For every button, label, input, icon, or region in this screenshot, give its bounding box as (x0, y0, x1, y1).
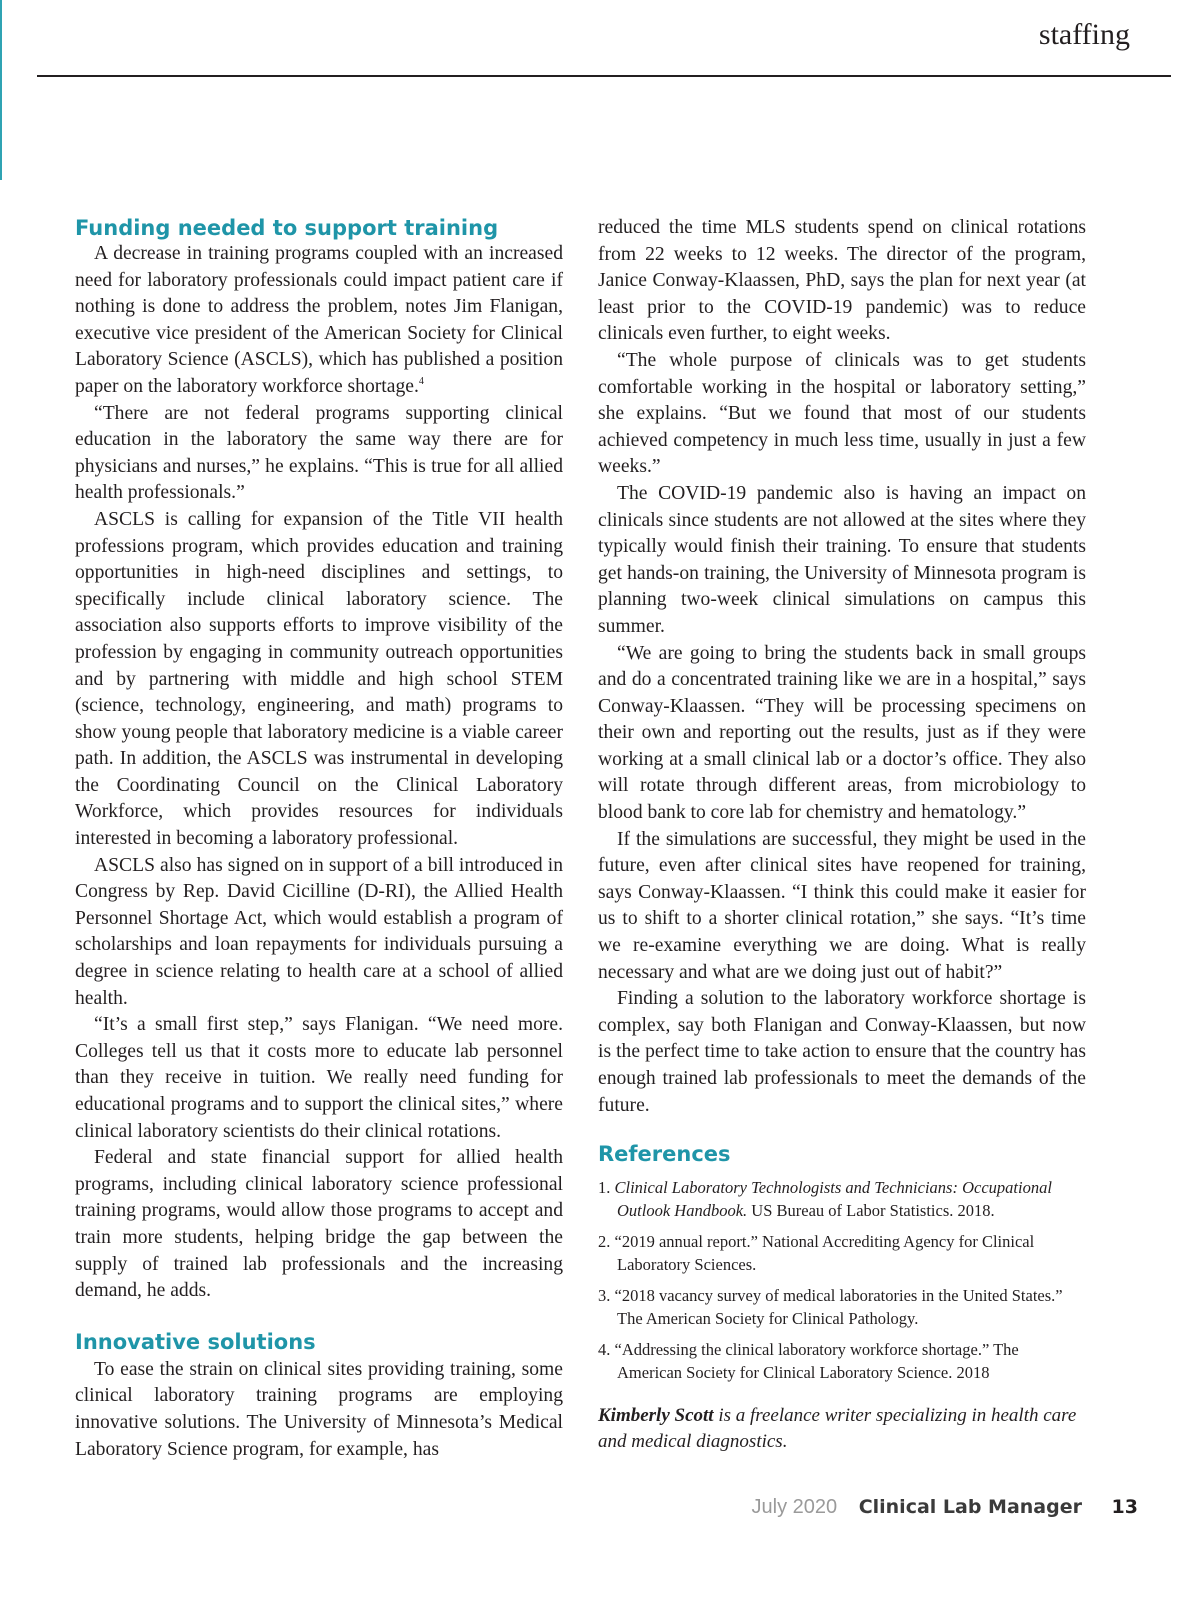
citation-superscript[interactable]: 4 (418, 375, 424, 387)
paragraph-text: A decrease in training programs coupled with an increased need for laboratory professionals could impact patient care if nothing is done to address the problem, notes Jim Flanigan, executive vice president of the American Society for Clinical Laboratory Science (ASCLS), which has published a position paper on the laboratory workforce shortage. (75, 243, 563, 397)
reference-item (598, 1285, 1086, 1330)
references-list (598, 1177, 1086, 1384)
paragraph: Finding a solution to the laboratory workforce shortage is complex, say both Flanigan and Conway-Klaassen, but now is the perfect time to take action to ensure that the country has enough trained lab professionals to meet the demands of the future. (598, 988, 1086, 1116)
left-column (75, 215, 563, 1463)
paragraph: “The whole purpose of clinicals was to get students comfortable working in the hospital or laboratory setting,” she explains. “But we found that most of our students achieved competency in much less time, usually in just a few weeks.” (598, 349, 1086, 478)
paragraph: ASCLS is calling for expansion of the Title VII health professions program, which provides education and training opportunities in high-need disciplines and settings, to specifically include clinical laboratory science. The association also supports efforts to improve visibility of the profession by engaging in community outreach opportunities and by partnering with middle and high school STEM (science, technology, engineering, and math) programs to show young people that laboratory medicine is a viable career path. In addition, the ASCLS was instrumental in developing the Coordinating Council on the Clinical Laboratory Workforce, which provides resources for individuals interested in becoming a laboratory professional. (75, 508, 563, 850)
author-description: is a freelance writer specializing in health care and medical diagnostics. (598, 1405, 1077, 1453)
paragraph: ASCLS also has signed on in support of a bill introduced in Congress by Rep. David Cicilline (D-RI), the Allied Health Personnel Shortage Act, which would establish a program of scholarships and loan repayments for individuals pursuing a degree in science relating to health care at a school of allied health. (75, 854, 563, 1009)
page-footer (752, 1496, 1139, 1519)
reference-text: US Bureau of Labor Statistics. 2018. (747, 1200, 995, 1220)
paragraph: “There are not federal programs supporting clinical education in the laboratory the same way there are for physicians and nurses,” he explains. “This is true for all allied health professionals.” (75, 402, 563, 504)
paragraph: “It’s a small first step,” says Flanigan. “We need more. Colleges tell us that it costs more to educate lab personnel than they receive in tuition. We really need funding for educational programs and to support the clinical sites,” where clinical laboratory scientists do their clinical rotations. (75, 1014, 563, 1142)
reference-number: 4. (598, 1340, 615, 1360)
page-number: 13 (1111, 1496, 1138, 1518)
reference-number: 2. (598, 1232, 615, 1252)
paragraph: The COVID-19 pandemic also is having an impact on clinicals since students are not allowed at the sites where they typically would finish their training. To ensure that students get hands-on training, the University of Minnesota program is planning two-week clinical simulations on campus this summer. (598, 482, 1086, 637)
paragraph: reduced the time MLS students spend on clinical rotations from 22 weeks to 12 weeks. The director of the program, Janice Conway-Klaassen, PhD, says the plan for next year (at least prior to the COVID-19 pandemic) was to reduce clinicals even further, to eight weeks. (598, 217, 1086, 345)
edge-accent-rule (0, 0, 2, 180)
author-name: Kimberly Scott (598, 1405, 714, 1427)
section-label: staffing (1038, 18, 1130, 51)
paragraph: Federal and state financial support for allied health programs, including clinical laboratory science professional training programs, would allow those programs to accept and train more students, helping bridge the gap between the supply of trained lab professionals and the increasing demand, he adds. (75, 1147, 563, 1302)
heading-funding: Funding needed to support training (75, 216, 499, 240)
right-column (598, 215, 1086, 1455)
author-bio (598, 1403, 1086, 1455)
reference-item (598, 1339, 1086, 1384)
issue-date: July 2020 (751, 1496, 838, 1518)
paragraph: To ease the strain on clinical sites providing training, some clinical laboratory training programs are employing innovative solutions. The University of Minnesota’s Medical Laboratory Science program, for example, has (75, 1358, 563, 1460)
reference-text: “2019 annual report.” National Accrediting Agency for Clinical Laboratory Sciences. (614, 1232, 1035, 1274)
paragraph: “We are going to bring the students back in small groups and do a concentrated training like we are in a hospital,” says Conway-Klaassen. “They will be processing specimens on their own and reporting out the results, just as if they were working at a small clinical lab or a doctor’s office. They also will rotate through different areas, from microbiology to blood bank to core lab for chemistry and hematology.” (598, 642, 1086, 824)
reference-item (598, 1231, 1086, 1276)
reference-text: “Addressing the clinical laboratory workforce shortage.” The American Society for Clinical Laboratory Science. 2018 (614, 1340, 1019, 1382)
heading-innovative-solutions: Innovative solutions (75, 1329, 316, 1354)
reference-item (598, 1177, 1086, 1222)
reference-number: 3. (598, 1286, 615, 1306)
paragraph: If the simulations are successful, they might be used in the future, even after clinical sites have reopened for training, says Conway-Klaassen. “I think this could make it easier for us to shift to a shorter clinical rotation,” she says. “It’s time we re-examine everything we are doing. What is really necessary and what are we doing just out of habit?” (598, 828, 1086, 983)
heading-references: References (598, 1142, 731, 1167)
paragraph (75, 241, 563, 401)
header-divider (37, 75, 1171, 77)
reference-number: 1. (598, 1178, 615, 1198)
reference-text: “2018 vacancy survey of medical laboratories in the United States.” The American Society for Clinical Pathology. (614, 1286, 1063, 1328)
reference-title: Clinical Laboratory Technologists and Technicians: Occupational Outlook Handbook. (614, 1178, 1052, 1220)
magazine-name: Clinical Lab Manager (858, 1496, 1082, 1518)
